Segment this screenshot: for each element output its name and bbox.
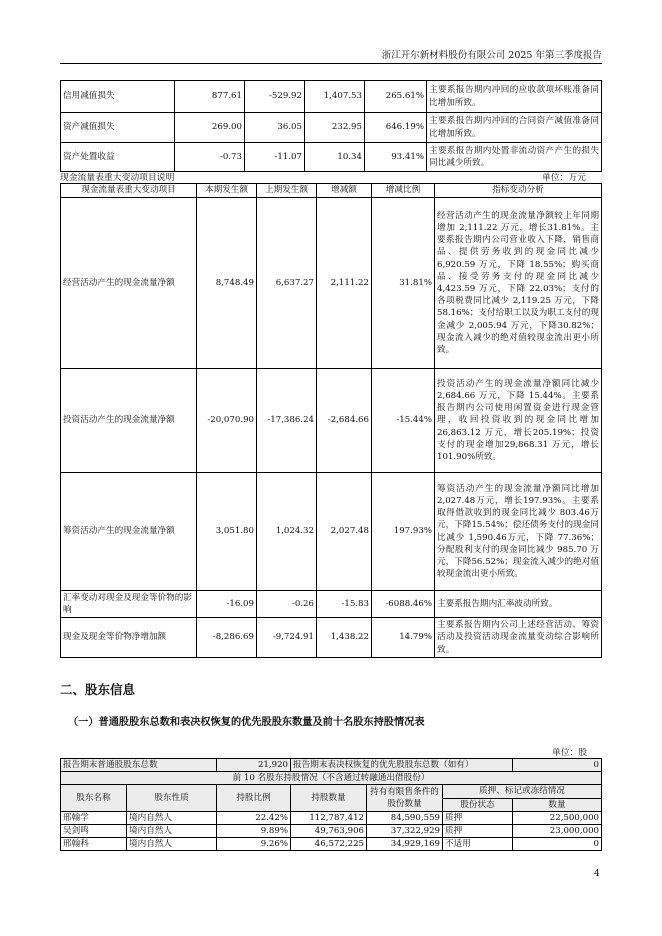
current-cell: 8,748.49 <box>197 198 257 369</box>
ratio-cell: 9.89% <box>217 825 291 838</box>
previous-cell: -9,724.91 <box>257 618 317 658</box>
table-row <box>61 143 602 172</box>
shareholder-unit: 单位：股 <box>552 748 588 758</box>
restricted-cell: 34,929,169 <box>367 838 443 851</box>
analysis-cell: 经营活动产生的现金流量净额较上年同期增加 2,111.22 万元，增长31.81%。主要系报告期内公司营业收入下降，销售商品、提供劳务收到的现金同比减少 6,920.59 万元，下降 18.55%；购买商品、接受劳务支付的现金同比减少 4,423.59 万元，下降 22.03%；支付的各项税费同比减少 2,119.25 万元，下降58.16%；支付给职工以及为职工支付的现金减少 2,005.94 万元，下降30.82%；现金流入减少的绝对值较现金流出更小所致。 <box>435 198 602 369</box>
status-cell: 质押 <box>443 825 513 838</box>
previous-cell: -0.26 <box>257 591 317 618</box>
column-header: 股份状态 <box>443 798 513 811</box>
table-row <box>61 473 602 591</box>
column-header: 质押、标记或冻结情况 <box>443 785 602 798</box>
item-cell: 投资活动产生的现金流量净额 <box>61 369 197 473</box>
change-cell: 232.95 <box>305 113 365 143</box>
current-cell: -0.73 <box>175 143 245 172</box>
change-cell: 2,111.22 <box>317 198 372 369</box>
qty-cell: 49,763,906 <box>291 825 367 838</box>
change-cell: 1,407.53 <box>305 81 365 113</box>
change-cell: 1,438.22 <box>317 618 372 658</box>
cashflow-change-table <box>60 183 602 658</box>
name-cell: 邢翰学 <box>61 811 127 824</box>
column-header: 数量 <box>513 798 602 811</box>
column-header: 现金流量表重大变动项目 <box>61 184 197 198</box>
column-header: 增减额 <box>317 184 372 198</box>
table-row <box>61 838 602 851</box>
pref-label: 报告期末表决权恢复的优先股股东总数（如有） <box>291 759 513 772</box>
item-cell: 经营活动产生的现金流量净额 <box>61 198 197 369</box>
ratio-cell: 265.61% <box>365 81 427 113</box>
table-row <box>61 591 602 618</box>
column-header: 上期发生额 <box>257 184 317 198</box>
item-cell: 信用减值损失 <box>61 81 175 113</box>
table-row <box>61 369 602 473</box>
column-header: 增减比例 <box>372 184 435 198</box>
current-cell: 3,051.80 <box>197 473 257 591</box>
previous-cell: 36.05 <box>245 113 305 143</box>
total-value: 21,920 <box>217 759 291 772</box>
analysis-cell: 主要系报告期内公司上述经营活动、筹资活动及投资活动现金流量变动综合影响所致。 <box>435 618 602 658</box>
page-header: 浙江开尔新材料股份有限公司 2025 年第三季度报告 <box>381 50 602 61</box>
column-header: 指标变动分析 <box>435 184 602 198</box>
current-cell: 269.00 <box>175 113 245 143</box>
column-header: 持有有限售条件的股份数量 <box>367 785 443 811</box>
previous-cell: 6,637.27 <box>257 198 317 369</box>
table-row <box>61 825 602 838</box>
change-cell: 10.34 <box>305 143 365 172</box>
restricted-cell: 37,322,929 <box>367 825 443 838</box>
table-row <box>61 618 602 658</box>
total-label: 报告期末普通股股东总数 <box>61 759 217 772</box>
column-header: 持股数量 <box>291 785 367 811</box>
current-cell: 877.61 <box>175 81 245 113</box>
analysis-cell: 投资活动产生的现金流量净额同比减少 2,684.66 万元，下降 15.44%。主要系报告期内公司使用闲置资金进行现金管理，收回投资收到的现金同比增加 26,863.12 万元，增长205.19%；投资支付的现金增加29,868.31 万元，增长 101.90%所致。 <box>435 369 602 473</box>
reason-cell: 主要系报告期内冲回的应收款项坏账准备同比增加所致。 <box>427 81 602 113</box>
current-cell: -8,286.69 <box>197 618 257 658</box>
ratio-cell: -15.44% <box>372 369 435 473</box>
top10-label: 前 10 名股东持股情况（不含通过转融通出借股份） <box>61 772 602 785</box>
change-cell: -2,684.66 <box>317 369 372 473</box>
ratio-cell: 9.26% <box>217 838 291 851</box>
cashflow-unit: 单位：万元 <box>542 173 586 183</box>
reason-cell: 主要系报告期内冲回的合同资产减值准备同比增加所致。 <box>427 113 602 143</box>
previous-cell: 1,024.32 <box>257 473 317 591</box>
column-header: 本期发生额 <box>197 184 257 198</box>
item-cell: 资产减值损失 <box>61 113 175 143</box>
restricted-cell: 84,590,559 <box>367 811 443 824</box>
status-cell: 质押 <box>443 811 513 824</box>
page-number: 4 <box>594 869 600 879</box>
change-cell: -15.83 <box>317 591 372 618</box>
ratio-cell: 93.41% <box>365 143 427 172</box>
item-cell: 筹资活动产生的现金流量净额 <box>61 473 197 591</box>
current-cell: -20,070.90 <box>197 369 257 473</box>
item-cell: 资产处置收益 <box>61 143 175 172</box>
table-row <box>61 113 602 143</box>
table-row <box>61 198 602 369</box>
change-cell: 2,027.48 <box>317 473 372 591</box>
ratio-cell: -6088.46% <box>372 591 435 618</box>
subsection-title: （一）普通股股东总数和表决权恢复的优先股股东数量及前十名股东持股情况表 <box>68 717 425 728</box>
table-row <box>61 81 602 113</box>
profit-change-table <box>60 80 602 172</box>
previous-cell: -529.92 <box>245 81 305 113</box>
table-row <box>61 772 602 785</box>
count-cell: 22,500,000 <box>513 811 602 824</box>
item-cell: 汇率变动对现金及现金等价物的影响 <box>61 591 197 618</box>
nature-cell: 境内自然人 <box>127 811 217 824</box>
table-row <box>61 759 602 772</box>
qty-cell: 112,787,412 <box>291 811 367 824</box>
nature-cell: 境内自然人 <box>127 825 217 838</box>
column-header: 股东名称 <box>61 785 127 811</box>
ratio-cell: 14.79% <box>372 618 435 658</box>
count-cell: 0 <box>513 838 602 851</box>
item-cell: 现金及现金等价物净增加额 <box>61 618 197 658</box>
count-cell: 23,000,000 <box>513 825 602 838</box>
name-cell: 吴剑鸣 <box>61 825 127 838</box>
ratio-cell: 197.93% <box>372 473 435 591</box>
table-row <box>61 811 602 824</box>
analysis-cell: 筹资活动产生的现金流量净额同比增加2,027.48万元，增长197.93%。主要系取得借款收到的现金同比减少 803.46万元，下降15.54%；偿还债务支付的现金同比减少 1,590.46万元，下降 77.36%；分配股利支付的现金同比减少 985.70 万元，下降56.52%；现金流入减少的绝对值较现金流出更小所致。 <box>435 473 602 591</box>
name-cell: 邢翰科 <box>61 838 127 851</box>
nature-cell: 境内自然人 <box>127 838 217 851</box>
reason-cell: 主要系报告期内处置非流动资产产生的损失同比减少所致。 <box>427 143 602 172</box>
header-divider <box>60 63 602 64</box>
table-header-row <box>61 184 602 198</box>
pref-value: 0 <box>513 759 602 772</box>
column-header: 股东性质 <box>127 785 217 811</box>
ratio-cell: 22.42% <box>217 811 291 824</box>
section-title: 二、股东信息 <box>60 682 136 697</box>
ratio-cell: 31.81% <box>372 198 435 369</box>
shareholder-table <box>60 758 602 851</box>
previous-cell: -11.07 <box>245 143 305 172</box>
qty-cell: 46,572,225 <box>291 838 367 851</box>
analysis-cell: 主要系报告期内汇率波动所致。 <box>435 591 602 618</box>
previous-cell: -17,386.24 <box>257 369 317 473</box>
table-header-row <box>61 785 602 798</box>
column-header: 持股比例 <box>217 785 291 811</box>
status-cell: 不适用 <box>443 838 513 851</box>
cashflow-caption: 现金流量表重大变动项目说明 <box>60 173 175 183</box>
current-cell: -16.09 <box>197 591 257 618</box>
ratio-cell: 646.19% <box>365 113 427 143</box>
